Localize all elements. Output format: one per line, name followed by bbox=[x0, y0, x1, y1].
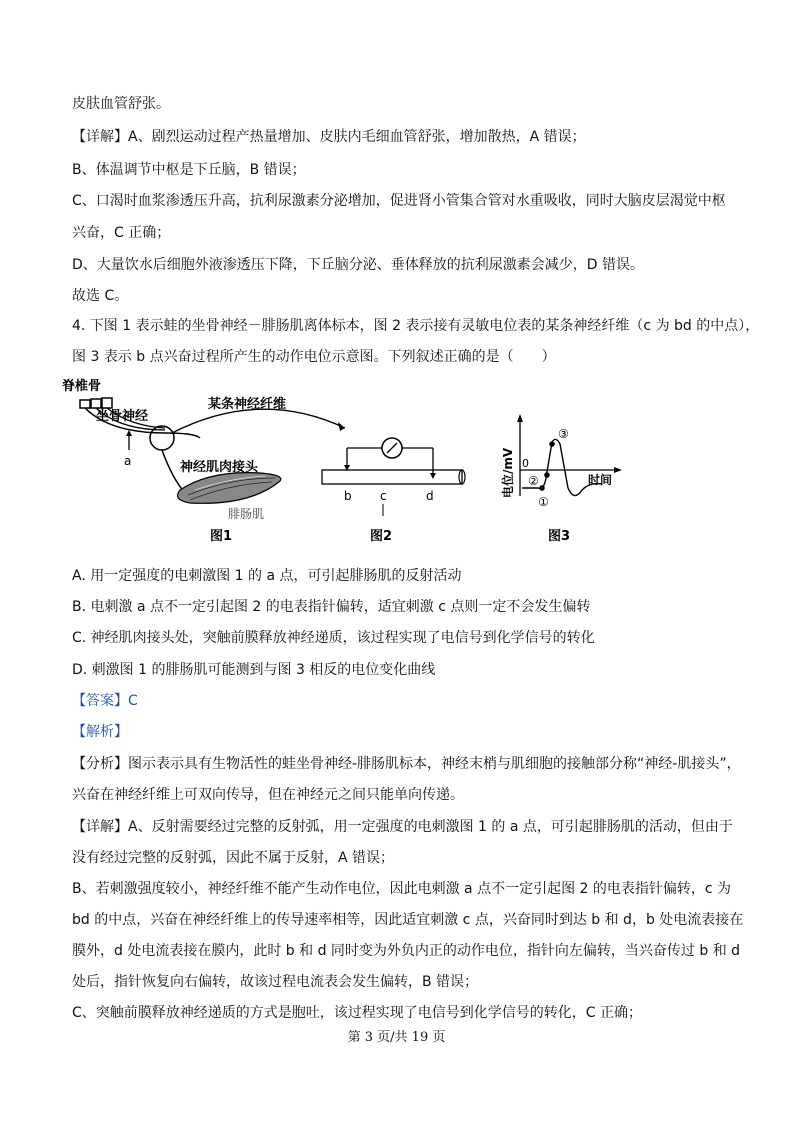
point-a-label: a bbox=[124, 454, 132, 468]
answer-option: B. 电刺激 a 点不一定引起图 2 的电表指针偏转，适宜刺激 c 点则一定不会发生偏转 bbox=[72, 599, 591, 615]
fig1-spine-label: 脊椎骨 bbox=[62, 379, 102, 394]
text-line: 图 3 表示 b 点兴奋过程所产生的动作电位示意图。下列叙述正确的是（ ） bbox=[72, 349, 556, 365]
answer-option: A. 用一定强度的电刺激图 1 的 a 点，可引起腓肠肌的反射活动 bbox=[72, 568, 462, 584]
fig3-zero-label: 0 bbox=[522, 457, 529, 470]
fig1-fiber-label: 某条神经纤维 bbox=[208, 397, 287, 412]
text-line: D、大量饮水后细胞外液渗透压下降，下丘脑分泌、垂体释放的抗利尿激素会减少，D 错误。 bbox=[72, 257, 645, 273]
explanation-line: B、若刺激强度较小，神经纤维不能产生动作电位，因此电刺激 a 点不一定引起图 2 的电表指针偏转，c 为 bbox=[72, 881, 732, 897]
explanation-line: C、突触前膜释放神经递质的方式是胞吐，该过程实现了电信号到化学信号的转化，C 正确； bbox=[72, 1005, 642, 1021]
text-line: 故选 C。 bbox=[72, 288, 129, 304]
fig3-point-2: ② bbox=[528, 474, 539, 488]
fig2-caption: 图2 bbox=[370, 529, 393, 544]
text-line: 皮肤血管舒张。 bbox=[72, 96, 170, 112]
explanation-line: 没有经过完整的反射弧，因此不属于反射，A 错误； bbox=[72, 850, 395, 866]
fig3-y-label: 电位/mV bbox=[501, 447, 515, 498]
answer-option: D. 刺激图 1 的腓肠肌可能测到与图 3 相反的电位变化曲线 bbox=[72, 662, 436, 678]
figure-1 bbox=[62, 378, 345, 544]
answer-option: C. 神经肌肉接头处，突触前膜释放神经递质，该过程实现了电信号到化学信号的转化 bbox=[72, 630, 595, 646]
explanation-line: bd 的中点，兴奋在神经纤维上的传导速率相等，因此适宜刺激 c 点，兴奋同时到达 b 和 d，b 处电流表接在 bbox=[72, 912, 744, 928]
fig3-point-3: ③ bbox=[558, 427, 569, 441]
explanation-line: 【分析】图示表示具有生物活性的蛙坐骨神经-腓肠肌标本，神经末梢与肌细胞的接触部分称“神经-肌接头”， bbox=[72, 756, 741, 772]
fig2-d-label: d bbox=[426, 489, 434, 503]
fig3-x-label: 时间 bbox=[588, 473, 613, 487]
page-footer: 第 3 页/共 19 页 bbox=[347, 1030, 446, 1045]
vertebra bbox=[80, 400, 90, 408]
figure-2 bbox=[322, 438, 465, 544]
analysis-heading: 【解析】 bbox=[72, 724, 128, 740]
answer-label: 【答案】C bbox=[72, 693, 138, 709]
explanation-line: 【详解】A、反射需要经过完整的反射弧，用一定强度的电刺激图 1 的 a 点，可引起腓肠肌的活动，但由于 bbox=[72, 819, 733, 835]
fig2-c-label: c bbox=[380, 489, 387, 503]
fig1-nerve-label: 坐骨神经 bbox=[96, 409, 149, 424]
vertebra bbox=[102, 398, 112, 408]
vertebra bbox=[91, 399, 101, 408]
question-figure bbox=[60, 378, 660, 548]
fig3-point-1: ① bbox=[538, 495, 549, 509]
explanation-line: 兴奋在神经纤维上可双向传导，但在神经元之间只能单向传递。 bbox=[72, 787, 464, 803]
text-line: 4. 下图 1 表示蛙的坐骨神经－腓肠肌离体标本，图 2 表示接有灵敏电位表的某条神经纤维（c 为 bd 的中点）， bbox=[72, 318, 760, 334]
fig1-muscle-label: 腓肠肌 bbox=[228, 507, 265, 521]
text-line: C、口渴时血浆渗透压升高，抗利尿激素分泌增加，促进肾小管集合管对水重吸收，同时大脑皮层渴觉中枢 bbox=[72, 193, 726, 209]
fig1-junction-label: 神经肌肉接头 bbox=[180, 460, 259, 475]
fig3-caption: 图3 bbox=[548, 529, 571, 544]
fig2-b-label: b bbox=[344, 489, 352, 503]
text-line: 兴奋，C 正确； bbox=[72, 225, 171, 241]
figure-3 bbox=[500, 414, 622, 544]
text-line: B、体温调节中枢是下丘脑，B 错误； bbox=[72, 162, 306, 178]
text-line: 【详解】A、剧烈运动过程产热量增加、皮肤内毛细血管舒张，增加散热，A 错误； bbox=[72, 129, 586, 145]
nerve-fiber bbox=[322, 470, 462, 484]
fig1-caption: 图1 bbox=[210, 529, 233, 544]
explanation-line: 膜外，d 处电流表接在膜内，此时 b 和 d 同时变为外负内正的动作电位，指针向左偏转，当兴奋传过 b 和 d bbox=[72, 943, 741, 959]
explanation-line: 处后，指针恢复向右偏转，故该过程电流表会发生偏转，B 错误； bbox=[72, 974, 479, 990]
